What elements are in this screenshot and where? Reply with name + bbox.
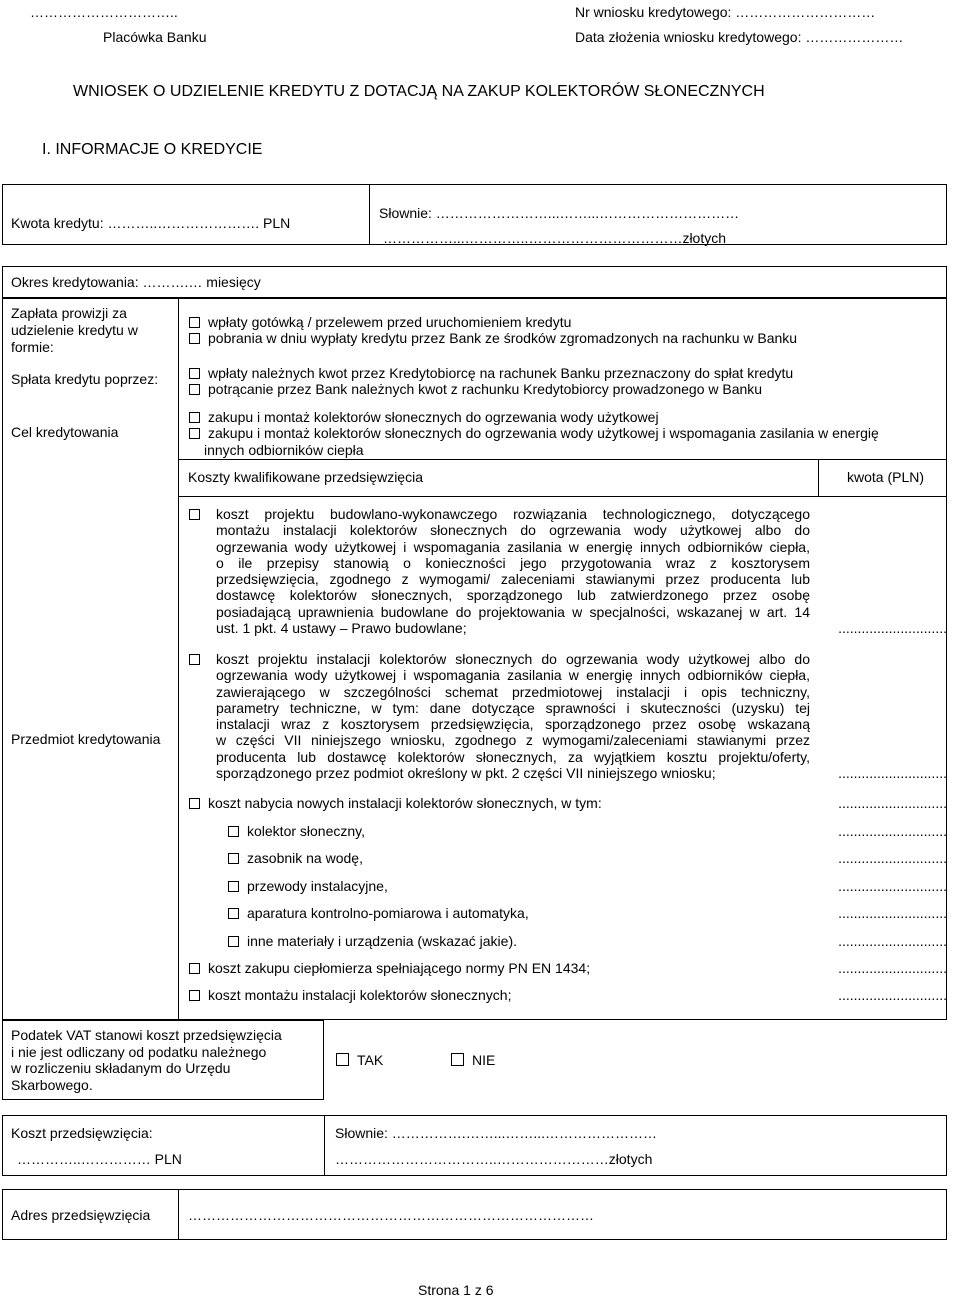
application-number: Nr wniosku kredytowego: ………………………… [575,4,876,20]
checkbox[interactable] [189,990,200,1001]
item2-amount[interactable]: ............................ [838,765,947,781]
checkbox[interactable] [189,384,200,395]
loan-amount-words-2: ……………...…………..……………………………złotych [383,230,727,246]
checkbox[interactable] [189,333,200,344]
sub5-amount[interactable]: ............................ [838,933,947,949]
project-address-label: Adres przedsięwzięcia [11,1207,151,1223]
checkbox[interactable] [228,908,239,919]
checkbox[interactable] [189,798,200,809]
sub3-amount[interactable]: ............................ [838,878,947,894]
branch-dots: ………………………….. [30,4,178,20]
repayment-option-deduct[interactable]: potrącanie przez Bank należnych kwot z rachunku Kredytobiorcy prowadzonego w Banku [189,381,762,397]
purpose-option-water-heating[interactable]: zakupu i montaż kolektorów słonecznych do ogrzewania wody użytkowej i wspomagania zasilania w energię [189,425,879,441]
checkbox[interactable] [228,881,239,892]
checkbox[interactable] [451,1053,464,1066]
checkbox[interactable] [189,412,200,423]
item3-amount[interactable]: ............................ [838,795,947,811]
section-title: I. INFORMACJE O KREDYCIE [42,141,263,158]
commission-option-cash[interactable]: wpłaty gotówką / przelewem przed uruchomieniem kredytu [189,314,571,330]
item1-amount[interactable]: ............................ [838,620,947,636]
repayment-option-transfer[interactable]: wpłaty należnych kwot przez Kredytobiorcę na rachunek Banku przeznaczony do spłat kredytu [189,365,793,381]
cost-sub-pipes[interactable]: przewody instalacyjne, [228,878,388,894]
sub1-amount[interactable]: ............................ [838,823,947,839]
purpose-option-water[interactable]: zakupu i montaż kolektorów słonecznych do ogrzewania wody użytkowej [189,409,659,425]
checkbox[interactable] [228,853,239,864]
cost-item-installation-design: koszt projektu instalacji kolektorów słonecznych do ogrzewania wody użytkowej albo do ogrzewania wody użytkowej i wspomagania zasilania w energię innych odbiorników ciepła, zawierającego w szczególności schemat przedmiotowej instalacji i opis techniczny, parametry techniczne, w tym: dane dotyczące sprawności i skuteczności (uzysku) tej instalacji wraz z kosztorysem przedsięwzięcia, sporządzonego przez osobę wskazaną w części VII niniejszego wniosku, zgodnego z wymogami/zaleceniami stawianymi przez producenta lub dostawcę kolektorów słonecznych, za wyjątkiem kosztu projektu/oferty, sporządzonego przez podmiot określony w pkt. 2 części VII niniejszego wniosku; [216,651,810,782]
cost-item-design: koszt projektu budowlano-wykonawczego rozwiązania technologicznego, dotyczącego montażu instalacji kolektorów słonecznych do ogrzewania wody użytkowej albo do ogrzewania wody użytkowej i wspomagania zasilania w energię innych odbiorników ciepła, o ile przepisy stanowią o konieczności jego przygotowania wraz z kosztorysem przedsięwzięcia, zgodnego z wymogami/ zaleceniami stawianymi przez producenta lub dostawcę kolektorów słonecznych, sporządzonego lub zatwierdzonego przez osobę posiadającą uprawnienia budowlane do projektowania w specjalności, wskazanej w art. 14 ust. 1 pkt. 4 ustawy – Prawo budowlane; [216,506,810,637]
checkbox[interactable] [189,368,200,379]
item5-amount[interactable]: ............................ [838,987,947,1003]
cost-sub-other[interactable]: inne materiały i urządzenia (wskazać jakie). [228,933,517,949]
page-number: Strona 1 z 6 [418,1282,494,1298]
item1-checkbox[interactable] [189,509,200,520]
loan-amount: Kwota kredytu: ………..…………………. PLN [11,215,291,231]
purpose-label: Cel kredytowania [11,424,119,440]
vat-statement: Podatek VAT stanowi koszt przedsięwzięcia i nie jest odliczany od podatku należnego w rozliczeniu składanym do Urzędu Skarbowego. [11,1027,282,1093]
cost-item-heat-meter[interactable]: koszt zakupu ciepłomierza spełniającego normy PN EN 1434; [189,960,590,976]
item2-checkbox[interactable] [189,654,200,665]
cost-sub-collector[interactable]: kolektor słoneczny, [228,823,365,839]
checkbox[interactable] [228,936,239,947]
checkbox[interactable] [189,428,200,439]
qualified-costs-header: Koszty kwalifikowane przedsięwzięcia [188,469,423,485]
item4-amount[interactable]: ............................ [838,960,947,976]
loan-amount-words-1: Słownie: ……………………...……...………………………… [379,205,740,221]
checkbox[interactable] [336,1053,349,1066]
page-title: WNIOSEK O UDZIELENIE KREDYTU Z DOTACJĄ NA ZAKUP KOLEKTORÓW SŁONECZNYCH [73,83,765,100]
project-cost-label: Koszt przedsięwzięcia: [11,1125,153,1141]
cost-item-purchase[interactable]: koszt nabycia nowych instalacji kolektorów słonecznych, w tym: [189,795,602,811]
branch-label: Placówka Banku [103,29,207,45]
amount-column-header: kwota (PLN) [847,469,925,485]
checkbox[interactable] [189,963,200,974]
cost-sub-automation[interactable]: aparatura kontrolno-pomiarowa i automatyka, [228,905,529,921]
project-cost-value[interactable]: …………..…………… PLN [17,1151,182,1167]
sub4-amount[interactable]: ............................ [838,905,947,921]
project-cost-words-1[interactable]: Słownie: …………….……...……...…………………… [335,1125,658,1141]
checkbox[interactable] [189,317,200,328]
commission-label: Zapłata prowizji za udzielenie kredytu w formie: [11,305,138,355]
project-address-value[interactable]: …………………………………………………………………………… [188,1207,594,1223]
sub2-amount[interactable]: ............................ [838,850,947,866]
subject-label: Przedmiot kredytowania [11,731,161,747]
repayment-label: Spłata kredytu poprzez: [11,371,159,387]
cost-item-assembly[interactable]: koszt montażu instalacji kolektorów słonecznych; [189,987,511,1003]
purpose-option-continuation: innych odbiorników ciepła [204,442,364,458]
checkbox[interactable] [228,826,239,837]
cost-sub-tank[interactable]: zasobnik na wodę, [228,850,363,866]
project-cost-words-2[interactable]: ……………………………..……………………złotych [335,1151,653,1167]
commission-option-deduct[interactable]: pobrania w dniu wypłaty kredytu przez Bank ze środków zgromadzonych na rachunku w Banku [189,330,797,346]
application-date: Data złożenia wniosku kredytowego: ………………… [575,29,904,45]
loan-period: Okres kredytowania: ……….… miesięcy [11,274,261,290]
vat-no-option[interactable]: NIE [451,1052,495,1068]
vat-yes-option[interactable]: TAK [336,1052,383,1068]
